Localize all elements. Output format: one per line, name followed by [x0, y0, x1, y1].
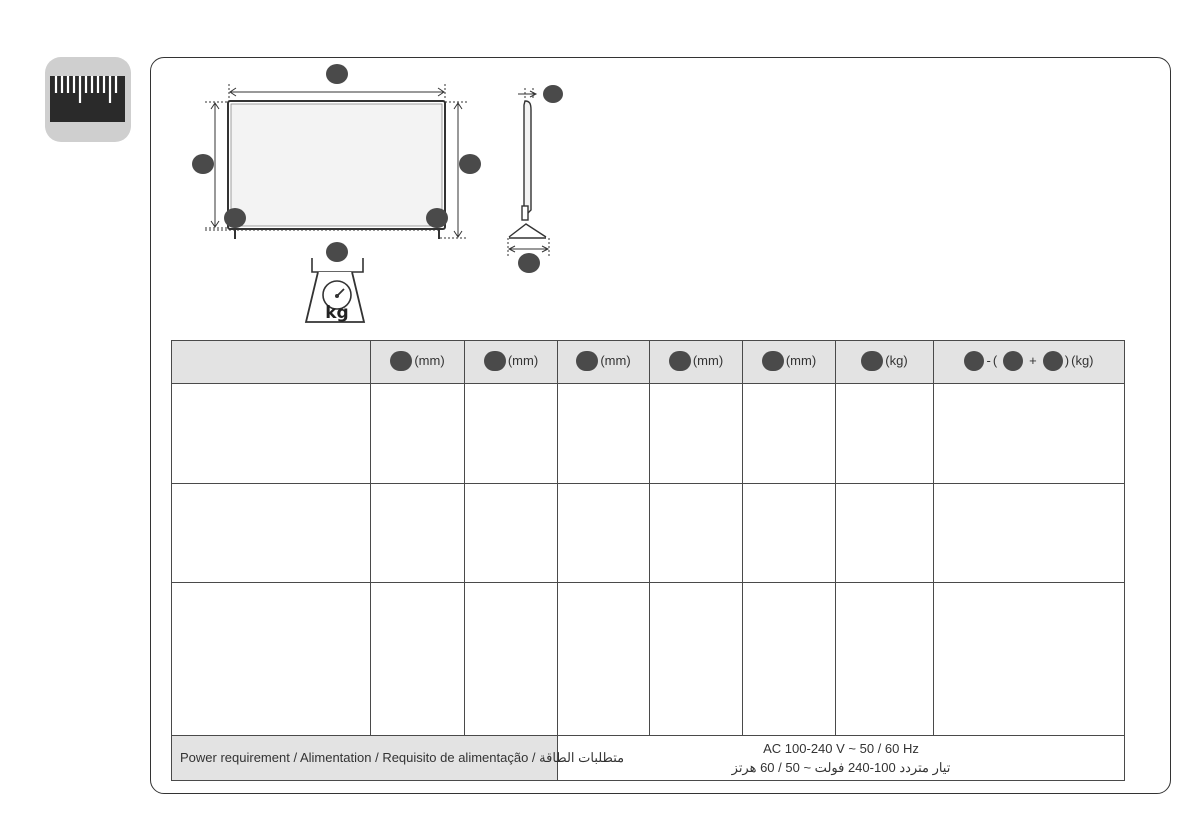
model-header	[172, 341, 371, 384]
power-value-line2: تيار متردد 100-240 فولت ~ 50 / 60 هرتز	[731, 760, 951, 775]
stand-depth-marker	[762, 351, 784, 371]
header-weight: (kg)	[836, 341, 934, 384]
table-row	[172, 583, 1125, 736]
power-requirement-label: Power requirement / Alimentation / Requisito de alimentação / متطلبات الطاقة	[172, 736, 558, 781]
table-cell	[743, 484, 836, 583]
depth-marker	[576, 351, 598, 371]
table-cell	[743, 583, 836, 736]
tv-front-view	[228, 101, 445, 239]
table-cell	[558, 484, 650, 583]
power-value-line1: AC 100-240 V ~ 50 / 60 Hz	[763, 741, 919, 756]
header-height-stand: (mm)	[650, 341, 743, 384]
table-cell	[371, 484, 465, 583]
stand-depth-marker	[518, 253, 540, 273]
width-dimension-arrow	[229, 84, 445, 100]
weight-marker	[326, 242, 348, 262]
table-cell	[836, 583, 934, 736]
tv-side-view	[509, 101, 546, 238]
depth-marker	[543, 85, 563, 103]
table-cell	[650, 583, 743, 736]
table-cell	[558, 384, 650, 484]
width-marker	[326, 64, 348, 84]
weight-unit-label: kg	[325, 303, 349, 323]
specification-table	[171, 340, 1125, 781]
height-marker	[484, 351, 506, 371]
table-cell	[371, 384, 465, 484]
table-header-row	[172, 341, 1125, 384]
table-cell	[172, 384, 371, 484]
tv-dimension-diagram	[0, 0, 1194, 340]
table-cell	[836, 384, 934, 484]
table-row	[172, 484, 1125, 583]
table-cell	[465, 484, 558, 583]
power-requirement-value	[558, 736, 1125, 781]
stand-right-marker	[426, 208, 448, 228]
width-marker	[390, 351, 412, 371]
table-cell	[934, 583, 1125, 736]
table-cell	[743, 384, 836, 484]
table-cell	[836, 484, 934, 583]
height-stand-marker	[459, 154, 481, 174]
table-cell	[558, 583, 650, 736]
header-stand-depth: (mm)	[743, 341, 836, 384]
header-height: (mm)	[465, 341, 558, 384]
header-width: (mm)	[371, 341, 465, 384]
header-depth: (mm)	[558, 341, 650, 384]
table-cell	[465, 583, 558, 736]
stand-right-marker	[1043, 351, 1063, 371]
stand-left-marker	[224, 208, 246, 228]
height-stand-marker	[669, 351, 691, 371]
table-cell	[650, 484, 743, 583]
height-marker	[192, 154, 214, 174]
table-cell	[650, 384, 743, 484]
table-row	[172, 384, 1125, 484]
weight-marker	[861, 351, 883, 371]
header-weight-formula: - ( + ) (kg)	[934, 341, 1125, 384]
table-cell	[465, 384, 558, 484]
power-requirement-row	[172, 736, 1125, 781]
weight-marker	[964, 351, 984, 371]
table-cell	[172, 484, 371, 583]
weight-scale-icon	[306, 258, 364, 323]
table-cell	[371, 583, 465, 736]
table-cell	[172, 583, 371, 736]
table-cell	[934, 384, 1125, 484]
table-cell	[934, 484, 1125, 583]
stand-left-marker	[1003, 351, 1023, 371]
